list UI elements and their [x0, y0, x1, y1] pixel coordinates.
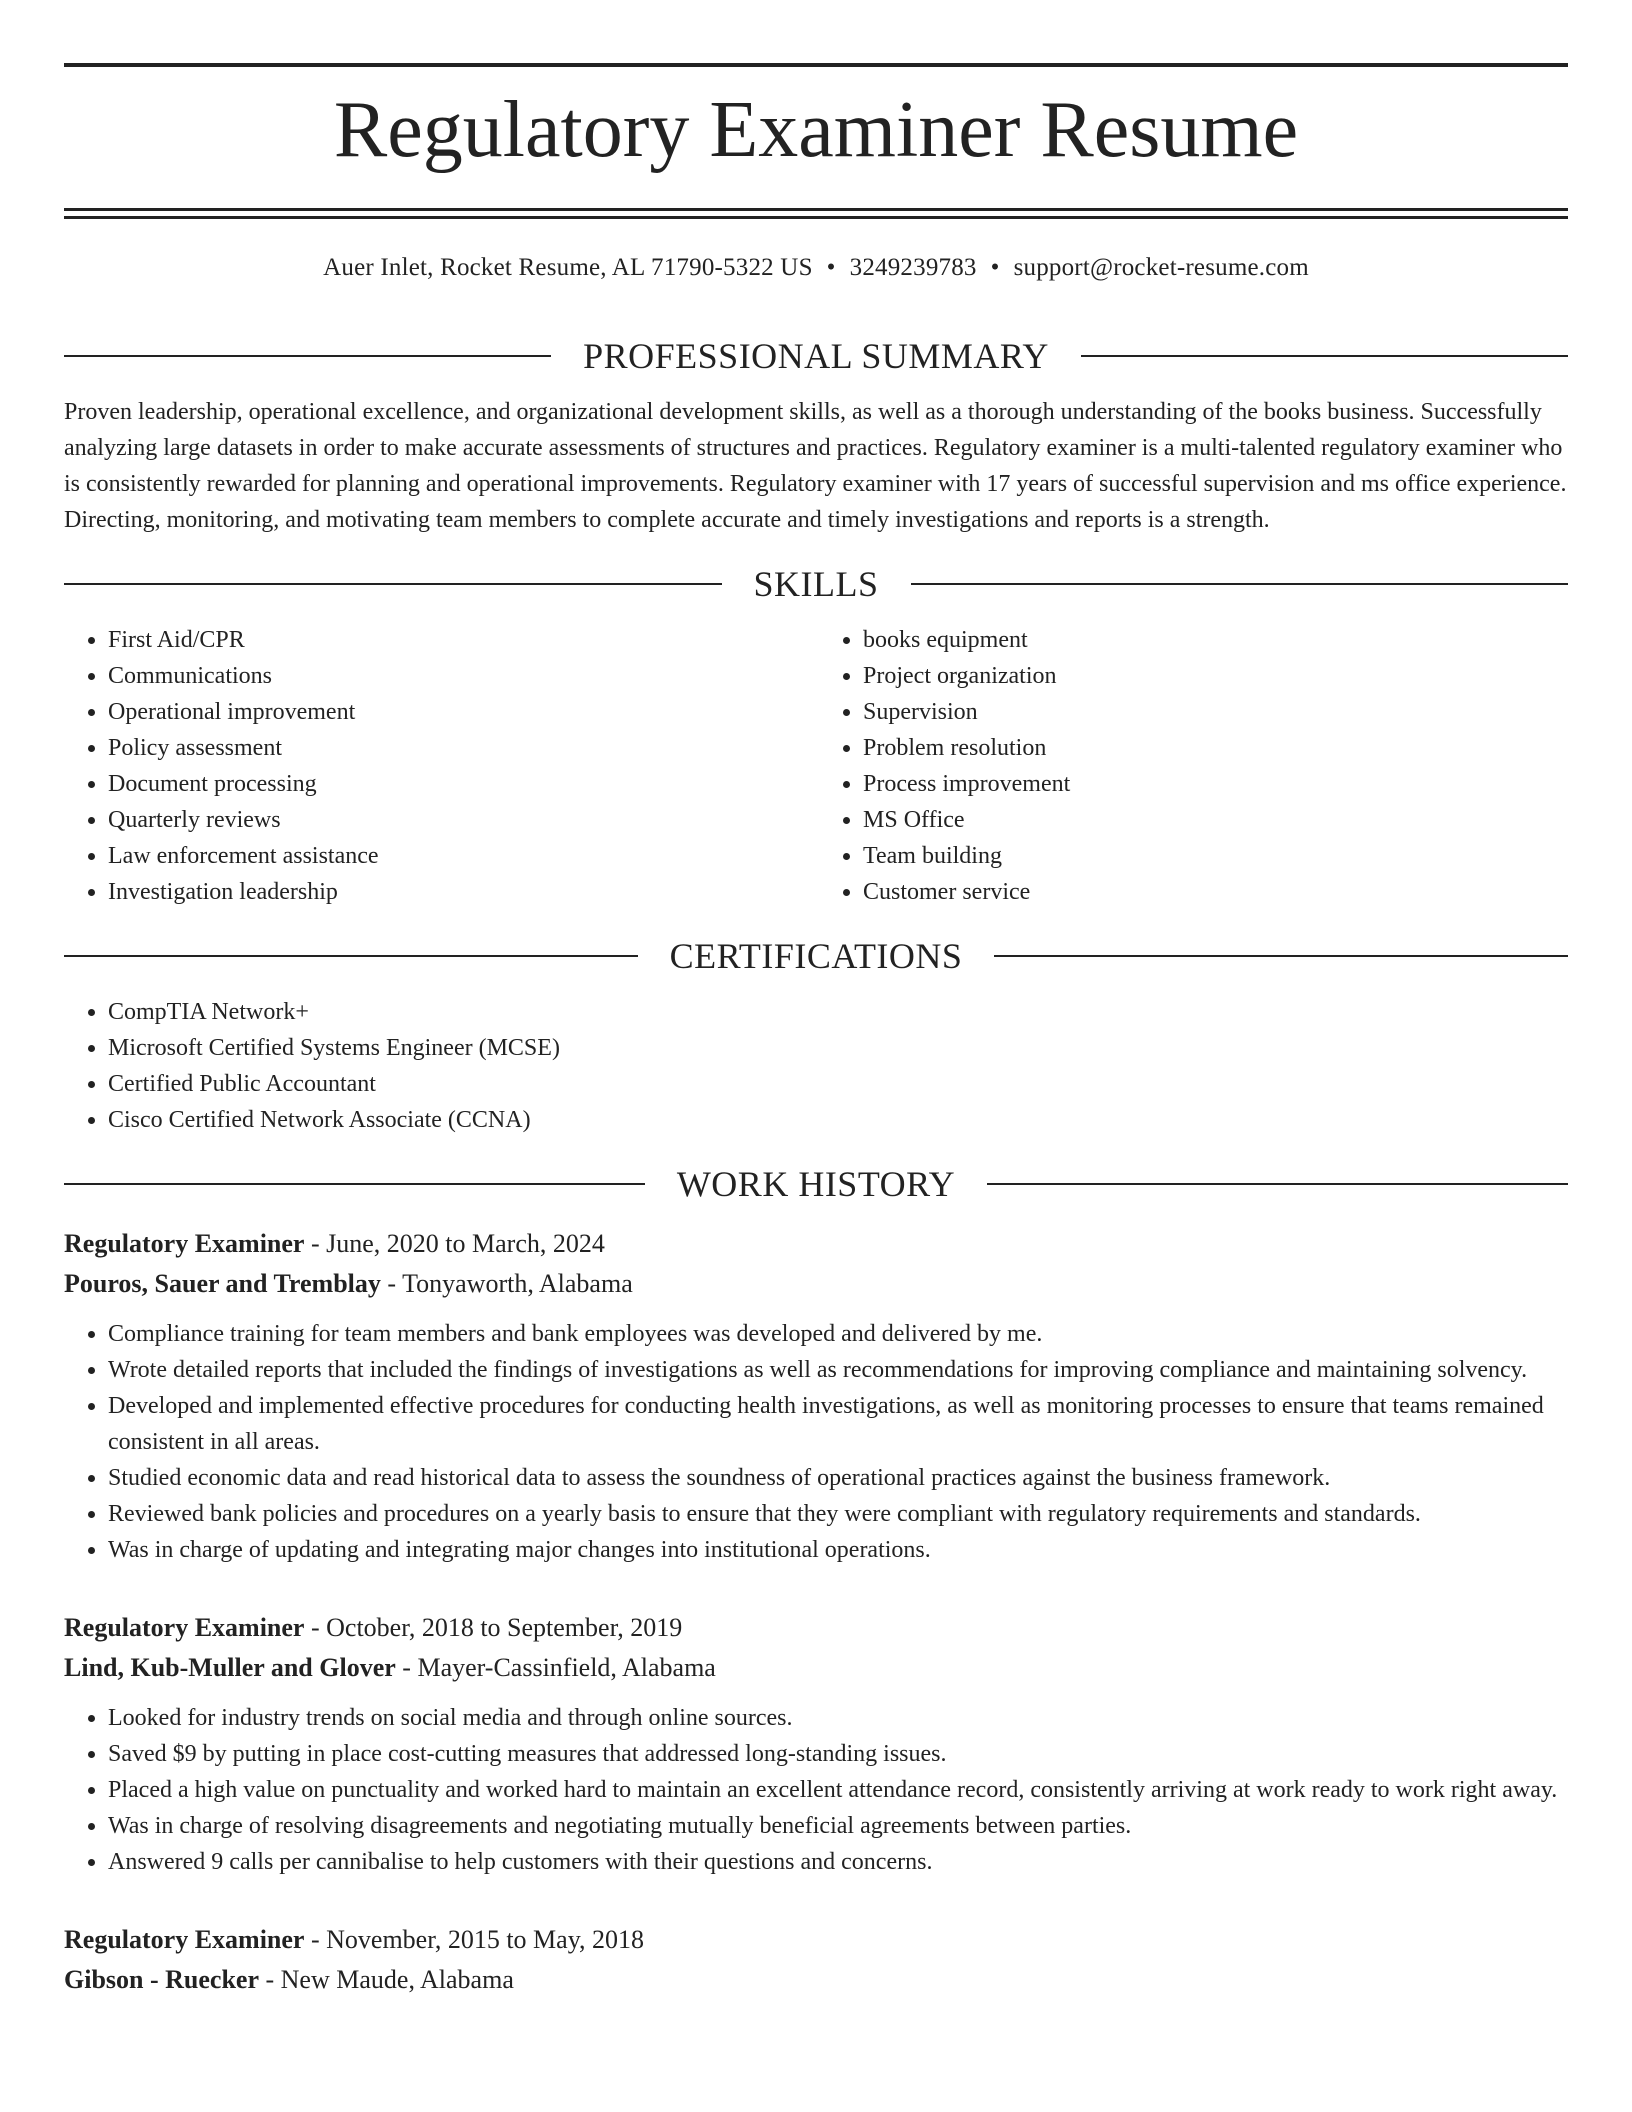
- title-bottom-rule-2: [64, 216, 1568, 219]
- certification-item: • CompTIA Network+: [108, 994, 1568, 1030]
- job-company-line: [64, 1960, 1568, 2000]
- contact-address: Auer Inlet, Rocket Resume, AL 71790-5322 US: [323, 254, 813, 281]
- skill-item: • First Aid/CPR: [108, 622, 813, 658]
- job-dates: - October, 2018 to September, 2019: [304, 1613, 683, 1642]
- job-location: - Mayer-Cassinfield, Alabama: [395, 1653, 716, 1682]
- job-bullet: • Placed a high value on punctuality and worked hard to maintain an excellent attendance record, consistently arriving at work ready to work right away.: [108, 1772, 1568, 1808]
- divider: [994, 955, 1568, 957]
- job-bullet: • Developed and implemented effective procedures for conducting health investigations, as well as monitoring processes to ensure that teams remained consistent in all areas.: [108, 1388, 1568, 1460]
- job-bullets: [64, 1700, 1568, 1880]
- contact-phone: 3249239783: [849, 254, 977, 281]
- job-entry: [64, 1920, 1568, 2000]
- job-title: Regulatory Examiner: [64, 1925, 305, 1954]
- job-dates: - June, 2020 to March, 2024: [304, 1229, 605, 1258]
- contact-email: support@rocket-resume.com: [1013, 254, 1309, 281]
- job-company-line: [64, 1264, 1568, 1304]
- work-history-list: [64, 1224, 1568, 2000]
- skill-item: • books equipment: [863, 622, 1568, 658]
- contact-line: [64, 252, 1568, 284]
- job-entry: [64, 1224, 1568, 1568]
- job-entry: [64, 1608, 1568, 1880]
- certification-item: • Certified Public Accountant: [108, 1066, 1568, 1102]
- section-heading: WORK HISTORY: [676, 1164, 956, 1204]
- separator-dot: •: [826, 254, 836, 281]
- job-company-line: [64, 1648, 1568, 1688]
- title-top-rule: [64, 63, 1568, 67]
- section-heading: PROFESSIONAL SUMMARY: [583, 336, 1049, 376]
- resume-content: [64, 330, 1568, 2000]
- job-company: Pouros, Sauer and Tremblay: [64, 1269, 381, 1298]
- job-company: Lind, Kub-Muller and Glover: [64, 1653, 396, 1682]
- skills-section-header: [64, 558, 1568, 610]
- certification-item: • Microsoft Certified Systems Engineer (MCSE): [108, 1030, 1568, 1066]
- job-bullet: • Compliance training for team members and bank employees was developed and delivered by me.: [108, 1316, 1568, 1352]
- divider: [64, 355, 551, 357]
- job-dates: - November, 2015 to May, 2018: [304, 1925, 645, 1954]
- skills-list: [64, 622, 1568, 910]
- skill-item: • Team building: [863, 838, 1568, 874]
- job-bullet: • Answered 9 calls per cannibalise to help customers with their questions and concerns.: [108, 1844, 1568, 1880]
- certifications-section-header: [64, 930, 1568, 982]
- job-title: Regulatory Examiner: [64, 1613, 305, 1642]
- skill-item: • Law enforcement assistance: [108, 838, 813, 874]
- skill-item: • Quarterly reviews: [108, 802, 813, 838]
- certifications-list: [64, 994, 1568, 1138]
- skill-item: • Project organization: [863, 658, 1568, 694]
- skill-item: • Problem resolution: [863, 730, 1568, 766]
- job-location: - Tonyaworth, Alabama: [380, 1269, 633, 1298]
- job-bullet: • Reviewed bank policies and procedures on a yearly basis to ensure that they were compliant with regulatory requirements and standards.: [108, 1496, 1568, 1532]
- skills-column-right: [813, 622, 1568, 910]
- summary-text: Proven leadership, operational excellence, and organizational development skills, as well as a thorough understanding of the books business. Successfully analyzing large datasets in order to make accurate assessments of structures and practices. Regulatory examiner is a multi-talented regulatory examiner who is consistently rewarded for planning and operational improvements. Regulatory examiner with 17 years of successful supervision and ms office experience. Directing, monitoring, and motivating team members to complete accurate and timely investigations and reports is a strength.: [64, 399, 1567, 533]
- title-bottom-rule: [64, 208, 1568, 211]
- divider: [64, 1183, 645, 1185]
- separator-dot: •: [990, 254, 1000, 281]
- page-title: Regulatory Examiner Resume: [333, 86, 1299, 174]
- job-bullet: • Saved $9 by putting in place cost-cutting measures that addressed long-standing issues.: [108, 1736, 1568, 1772]
- job-bullet: • Wrote detailed reports that included the findings of investigations as well as recommendations for improving compliance and maintaining solvency.: [108, 1352, 1568, 1388]
- divider: [987, 1183, 1568, 1185]
- job-company: Gibson - Ruecker: [64, 1965, 259, 1994]
- skill-item: • Supervision: [863, 694, 1568, 730]
- work-history-section-header: [64, 1158, 1568, 1210]
- summary-section-header: [64, 330, 1568, 382]
- section-heading: CERTIFICATIONS: [669, 936, 963, 976]
- skill-item: • Process improvement: [863, 766, 1568, 802]
- job-title-line: [64, 1224, 1568, 1264]
- section-heading: SKILLS: [753, 564, 879, 604]
- job-title-line: [64, 1608, 1568, 1648]
- skill-item: • Investigation leadership: [108, 874, 813, 910]
- job-bullet: • Looked for industry trends on social media and through online sources.: [108, 1700, 1568, 1736]
- certification-item: • Cisco Certified Network Associate (CCNA): [108, 1102, 1568, 1138]
- job-bullets: [64, 1316, 1568, 1568]
- job-title: Regulatory Examiner: [64, 1229, 305, 1258]
- skills-column-left: [64, 622, 813, 910]
- divider: [64, 955, 638, 957]
- job-bullet: • Studied economic data and read historical data to assess the soundness of operational practices against the business framework.: [108, 1460, 1568, 1496]
- job-title-line: [64, 1920, 1568, 1960]
- skill-item: • MS Office: [863, 802, 1568, 838]
- skill-item: • Operational improvement: [108, 694, 813, 730]
- job-location: - New Maude, Alabama: [259, 1965, 514, 1994]
- divider: [1081, 355, 1568, 357]
- skill-item: • Document processing: [108, 766, 813, 802]
- skill-item: • Policy assessment: [108, 730, 813, 766]
- job-bullet: • Was in charge of updating and integrating major changes into institutional operations.: [108, 1532, 1568, 1568]
- skill-item: • Customer service: [863, 874, 1568, 910]
- divider: [64, 583, 722, 585]
- divider: [911, 583, 1569, 585]
- skill-item: • Communications: [108, 658, 813, 694]
- job-bullet: • Was in charge of resolving disagreements and negotiating mutually beneficial agreements between parties.: [108, 1808, 1568, 1844]
